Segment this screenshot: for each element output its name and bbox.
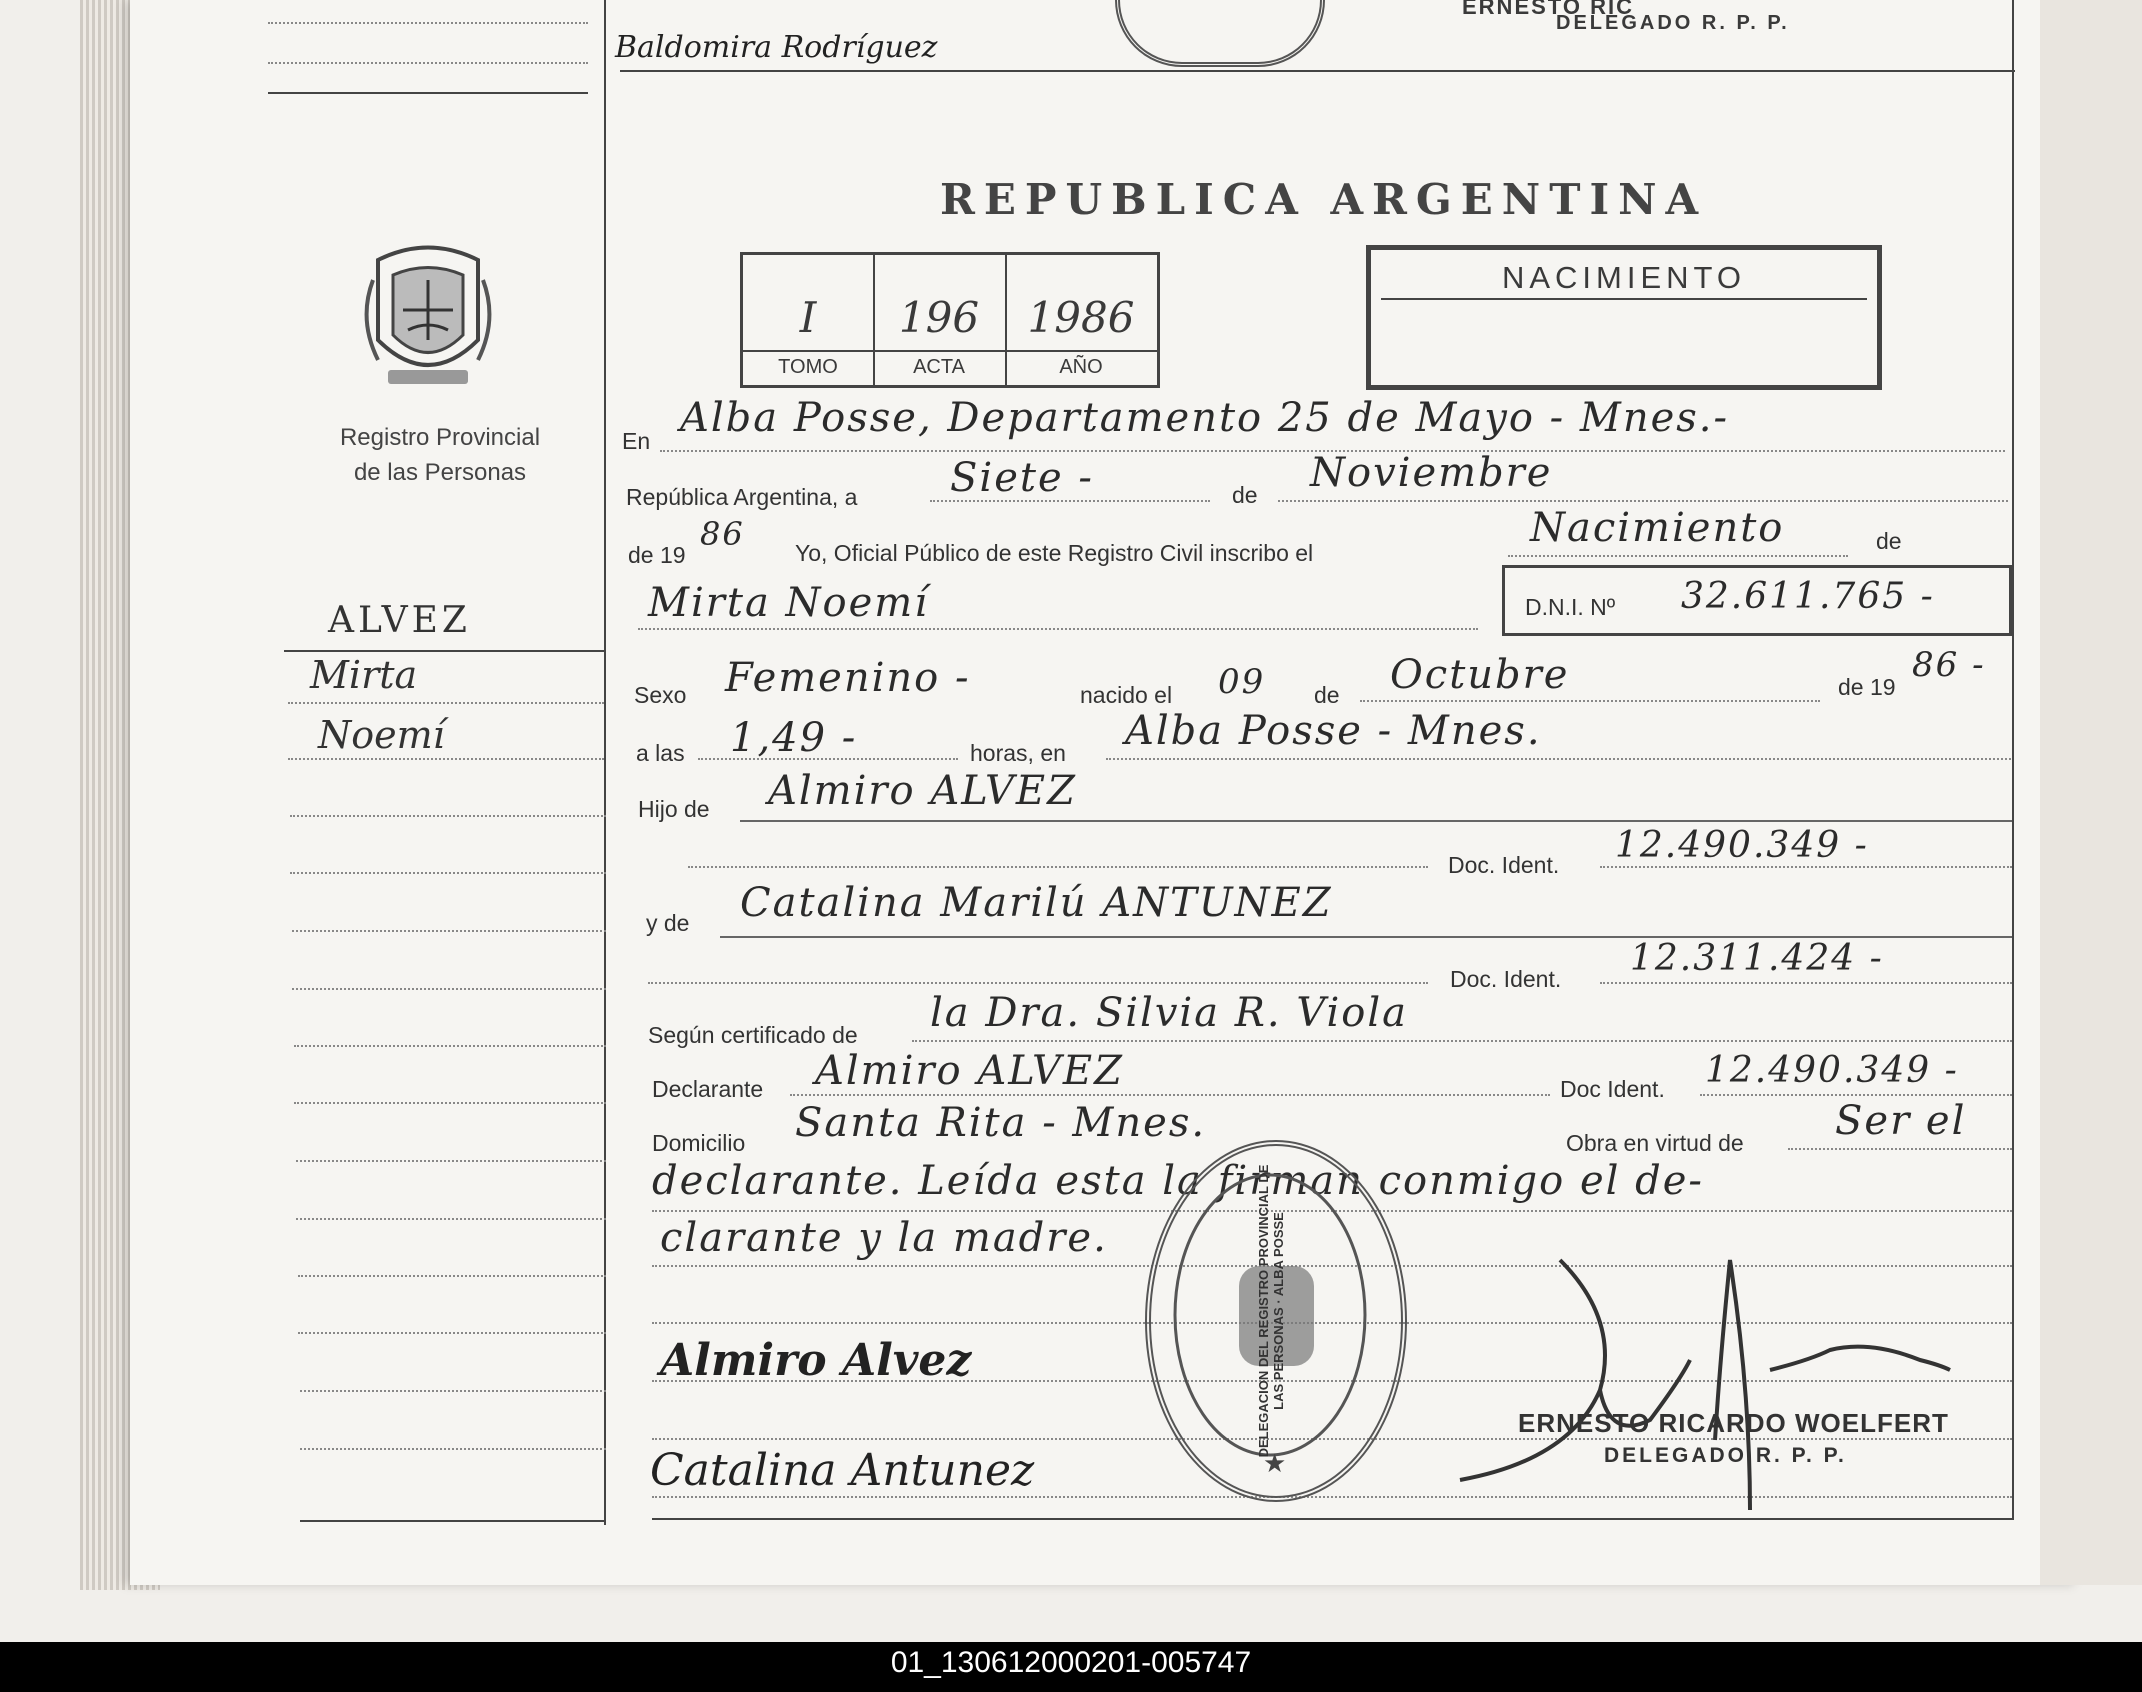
year-suffix-value: 86: [700, 515, 745, 553]
de-label-3: de: [1314, 682, 1340, 708]
prev-delegate-name: ERNESTO RIC: [1462, 0, 1634, 19]
line-certificate: [912, 1040, 2012, 1042]
prev-signature: Baldomira Rodríguez: [615, 30, 938, 65]
anio-cell: [1005, 255, 1157, 385]
mother-name-value: Catalina Marilú ANTUNEZ: [740, 880, 1333, 926]
acta-cell: [873, 255, 1007, 385]
hijo-label: Hijo de: [638, 796, 710, 822]
line-father-doc: [1600, 866, 2012, 868]
birth-place-value: Alba Posse - Mnes.: [1125, 708, 1542, 754]
prev-divider-right: [620, 70, 2015, 72]
mother-doc-value: 12.311.424 -: [1630, 938, 1884, 979]
sexo-value: Femenino -: [725, 655, 971, 701]
margin-dotted-line: [300, 1390, 606, 1392]
margin-dotted-line: [298, 1275, 606, 1277]
margin-surname: ALVEZ: [328, 600, 471, 641]
misiones-coat-of-arms: [358, 240, 498, 395]
republica-label: República Argentina, a: [626, 484, 858, 510]
prev-delegate-title: DELEGADO R. P. P.: [1556, 12, 1790, 34]
birth-year-prefix: de 19: [1838, 674, 1896, 700]
line-father-extra: [688, 866, 1428, 868]
margin-bottom-rule: [300, 1520, 606, 1522]
de-label-1: de: [1232, 482, 1258, 508]
acta-value: 196: [898, 293, 980, 342]
line-obra: [1788, 1148, 2012, 1150]
dni-value: 32.611.765 -: [1681, 576, 1935, 617]
margin-dotted-line: [288, 758, 604, 760]
margin-dotted-line: [292, 988, 606, 990]
record-number-box: [740, 252, 1160, 388]
margin-dotted-line: [296, 1160, 606, 1162]
record-type-label: NACIMIENTO: [1501, 260, 1747, 295]
person-name-value: Mirta Noemí: [648, 580, 929, 626]
tomo-value: I: [799, 293, 817, 342]
line-father: [740, 820, 2012, 822]
segun-label: Según certificado de: [648, 1022, 858, 1048]
month-value: Noviembre: [1310, 450, 1553, 496]
birth-year-suffix: 86 -: [1912, 645, 1986, 685]
margin-name1: Mirta: [310, 653, 418, 697]
margin-dotted-line: [294, 1045, 606, 1047]
right-border: [2012, 0, 2014, 1520]
line-declarant-doc: [1700, 1094, 2012, 1096]
anio-label: AÑO: [1005, 350, 1157, 379]
obra-value: Ser el: [1835, 1098, 1967, 1144]
line-mother-extra: [648, 982, 1428, 984]
margin-dotted-line: [300, 1448, 606, 1450]
stamp-text: DELEGACION DEL REGISTRO PROVINCIAL DE LAS PERSONAS · ALBA POSSE: [1256, 1164, 1286, 1458]
doc-ident-label-mother: Doc. Ident.: [1450, 966, 1562, 992]
prev-divider-left: [268, 92, 588, 94]
place-value: Alba Posse, Departamento 25 de Mayo - Mnes.-: [680, 395, 1730, 441]
margin-dotted-line: [298, 1332, 606, 1334]
line-month: [1278, 500, 2008, 502]
registry-name: [300, 420, 580, 490]
page-right-margin: [2040, 0, 2142, 1585]
document-title: REPUBLICA ARGENTINA: [940, 175, 1708, 224]
official-stamp: [1145, 1140, 1407, 1502]
acta-label: ACTA: [873, 350, 1005, 379]
line-person-name: [638, 628, 1478, 630]
line-mother-doc: [1600, 982, 2012, 984]
prev-dotted-line: [268, 62, 588, 64]
year-prefix-label: de 19: [628, 542, 686, 568]
certificate-value: la Dra. Silvia R. Viola: [930, 990, 1409, 1036]
line-declarant: [790, 1094, 1550, 1096]
declarant-doc-value: 12.490.349 -: [1705, 1050, 1959, 1091]
record-type-rule: [1381, 298, 1867, 300]
sexo-label: Sexo: [634, 682, 687, 708]
mother-signature: Catalina Antunez: [650, 1445, 1035, 1496]
continuation-line2: clarante y la madre.: [660, 1215, 1108, 1261]
record-type-box: [1366, 245, 1882, 390]
line-birth-place: [1106, 758, 2011, 760]
official-text: Yo, Oficial Público de este Registro Civil inscribo el: [795, 540, 1314, 566]
line-record-type: [1508, 555, 1848, 557]
dni-label: D.N.I. Nº: [1525, 594, 1616, 620]
horas-label: horas, en: [970, 740, 1066, 766]
document-id: 01_130612000201-005747: [890, 1646, 1252, 1679]
margin-dotted-line: [290, 872, 606, 874]
domicile-value: Santa Rita - Mnes.: [795, 1100, 1207, 1146]
tomo-label: TOMO: [743, 350, 873, 379]
doc-ident-label-father: Doc. Ident.: [1448, 852, 1560, 878]
day-value: Siete -: [950, 455, 1094, 501]
declarante-label: Declarante: [652, 1076, 764, 1102]
de-label-2: de: [1876, 528, 1902, 554]
obra-label: Obra en virtud de: [1566, 1130, 1744, 1156]
margin-dotted-line: [290, 815, 606, 817]
nacido-label: nacido el: [1080, 682, 1173, 708]
domicilio-label: Domicilio: [652, 1130, 746, 1156]
doc-ident-label-declarant: Doc Ident.: [1560, 1076, 1665, 1102]
registry-line2: de las Personas: [353, 459, 527, 486]
stamp-star-icon: ★: [1263, 1448, 1287, 1478]
birth-month-value: Octubre: [1390, 652, 1570, 698]
continuation-line1: declarante. Leída esta la firman conmigo el de-: [652, 1158, 1704, 1204]
margin-dotted-line: [288, 702, 604, 704]
tomo-cell: [743, 255, 875, 385]
record-type-value: Nacimiento: [1530, 505, 1785, 551]
a-las-label: a las: [636, 740, 685, 766]
anio-value: 1986: [1027, 293, 1135, 342]
father-name-value: Almiro ALVEZ: [768, 768, 1077, 814]
birth-time-value: 1,49 -: [730, 715, 858, 761]
margin-dotted-line: [292, 930, 606, 932]
birth-day-value: 09: [1218, 662, 1266, 702]
registry-line1: Registro Provincial: [339, 424, 541, 451]
delegate-signature-scribble: [1450, 1240, 1970, 1520]
declarant-name-value: Almiro ALVEZ: [815, 1048, 1124, 1094]
line-birth-month: [1360, 700, 1820, 702]
father-signature: Almiro Alvez: [660, 1335, 972, 1386]
father-doc-value: 12.490.349 -: [1615, 825, 1869, 866]
delegate-name: ERNESTO RICARDO WOELFERT: [1518, 1408, 1949, 1438]
en-label: En: [622, 428, 651, 454]
y-de-label: y de: [646, 910, 690, 936]
prev-dotted-line: [268, 22, 588, 24]
margin-dotted-line: [294, 1102, 606, 1104]
margin-name2: Noemí: [318, 713, 445, 757]
dni-box: [1502, 565, 2012, 636]
column-divider: [604, 0, 606, 1525]
margin-dotted-line: [296, 1218, 606, 1220]
margin-rule: [284, 650, 604, 652]
delegate-title: DELEGADO R. P. P.: [1604, 1444, 1847, 1467]
